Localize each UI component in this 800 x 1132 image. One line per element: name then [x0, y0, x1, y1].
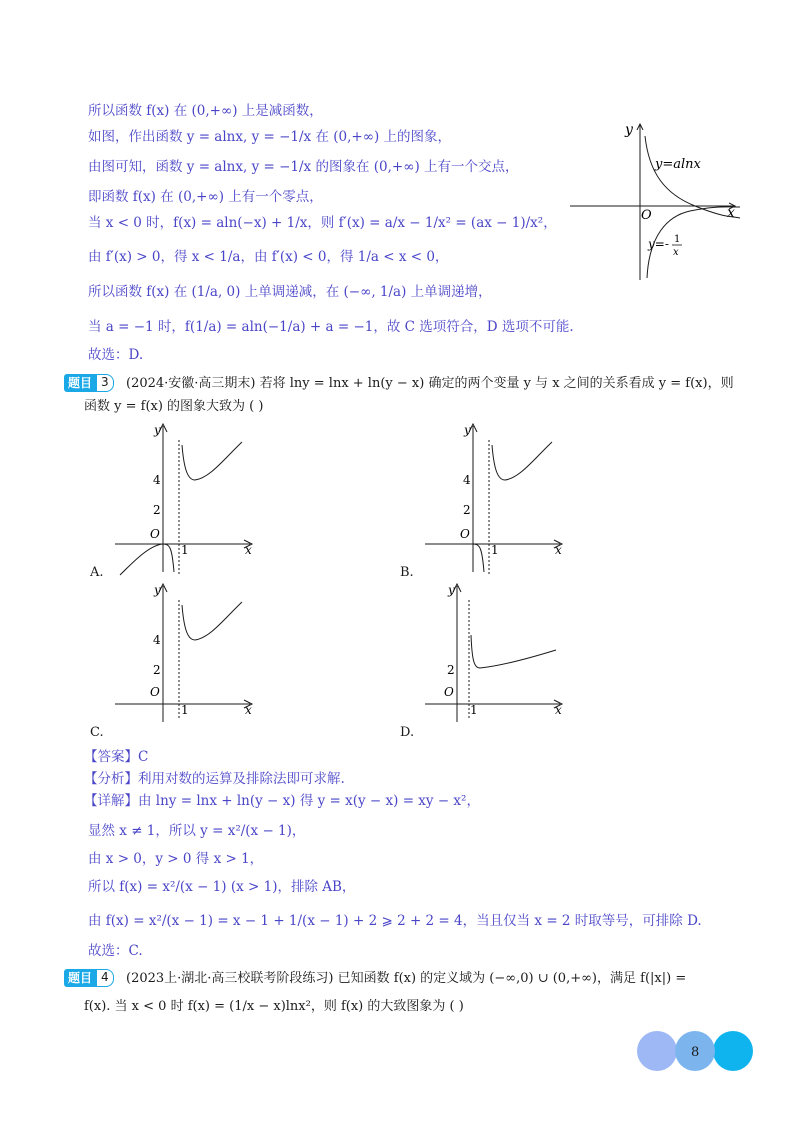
- detail-line-6: 故选：C.: [88, 943, 143, 959]
- solution-line-6: 由 f′(x) > 0，得 x < 1/a，由 f′(x) < 0，得 1/a < x < 0，: [88, 249, 449, 265]
- origin-label: O: [460, 527, 470, 541]
- y-axis-label: y: [464, 423, 471, 437]
- origin-label: O: [150, 685, 160, 699]
- origin-label: O: [444, 685, 454, 699]
- option-d-graph: [420, 580, 570, 725]
- option-a-graph: [110, 420, 260, 580]
- x-tick-label: 1: [470, 703, 478, 717]
- problem3-line1: (2024·安徽·高三期末) 若将 lny = lnx + ln(y − x) 确定的两个变量 y 与 x 之间的关系看成 y = f(x)，则: [126, 376, 734, 391]
- y-axis-label: y: [154, 583, 161, 597]
- curve-right: [182, 442, 242, 480]
- detail-line-4: 所以 f(x) = x²/(x − 1) (x > 1)，排除 AB，: [88, 879, 356, 895]
- curve1-label: y=alnx: [655, 157, 701, 172]
- origin-label: O: [150, 527, 160, 541]
- detail-line-1: 【详解】由 lny = lnx + ln(y − x) 得 y = x(y − x) = xy − x²，: [84, 793, 480, 809]
- problem4-badge-number: 4: [96, 969, 114, 987]
- x-axis-label: x: [245, 703, 252, 717]
- y-tick-4: 4: [153, 473, 161, 487]
- solution-line-4: 即函数 f(x) 在 (0,+∞) 上有一个零点，: [88, 189, 323, 205]
- solution-line-5: 当 x < 0 时，f(x) = aln(−x) + 1/x，则 f′(x) = a/x − 1/x² = (ax − 1)/x²，: [88, 215, 557, 231]
- solution-line-3: 由图可知，函数 y = alnx, y = −1/x 的图象在 (0,+∞) 上有一个交点，: [88, 159, 519, 175]
- option-b-graph: [420, 420, 570, 580]
- y-tick-4: 4: [463, 473, 471, 487]
- y-axis-label: y: [625, 122, 633, 138]
- problem3-badge-label: 题目: [64, 374, 96, 392]
- solution-line-2: 如图，作出函数 y = alnx, y = −1/x 在 (0,+∞) 上的图象，: [88, 129, 451, 145]
- y-axis-label: y: [448, 583, 455, 597]
- problem3-line2: 函数 y = f(x) 的图象大致为 ( ): [84, 399, 264, 414]
- detail-line-2: 显然 x ≠ 1，所以 y = x²/(x − 1)，: [88, 823, 306, 839]
- solution-line-9: 故选：D.: [88, 347, 144, 363]
- analysis-line: 【分析】利用对数的运算及排除法即可求解.: [84, 771, 345, 787]
- option-d-label[interactable]: D.: [400, 725, 415, 740]
- curve-right: [182, 602, 242, 640]
- x-tick-label: 1: [181, 703, 189, 717]
- option-b-label[interactable]: B.: [400, 565, 414, 580]
- solution-line-1: 所以函数 f(x) 在 (0,+∞) 上是减函数，: [88, 103, 323, 119]
- x-axis-label: x: [555, 703, 562, 717]
- page-circle-right: [713, 1031, 753, 1071]
- page-circle-left: [637, 1031, 677, 1071]
- problem4-line2: f(x). 当 x < 0 时 f(x) = (1/x − x)lnx²，则 f(x) 的大致图象为 ( ): [84, 999, 464, 1014]
- solution-line-7: 所以函数 f(x) 在 (1/a, 0) 上单调递减，在 (−∞, 1/a) 上单调递增，: [88, 284, 492, 300]
- y-axis-label: y: [154, 423, 161, 437]
- solution-line-8: 当 a = −1 时，f(1/a) = aln(−1/a) + a = −1，故 C 选项符合，D 选项不可能.: [88, 319, 574, 335]
- curve2-label: y=-: [648, 237, 669, 251]
- answer-line: 【答案】C: [84, 749, 149, 765]
- x-axis-label: x: [727, 205, 735, 221]
- x-axis-label: x: [245, 543, 252, 557]
- y-tick-2: 2: [447, 663, 455, 677]
- x-axis-label: x: [555, 543, 562, 557]
- option-a-label[interactable]: A.: [90, 565, 104, 580]
- top-graph: [565, 118, 745, 283]
- origin-label: O: [641, 208, 652, 223]
- problem3-badge: [64, 374, 114, 392]
- detail-line-3: 由 x > 0，y > 0 得 x > 1，: [88, 851, 264, 867]
- problem4-badge: [64, 969, 114, 987]
- problem4-badge-label: 题目: [64, 969, 96, 987]
- option-c-graph: [110, 580, 260, 725]
- x-tick-label: 1: [181, 543, 189, 557]
- page-number: 8: [691, 1045, 700, 1060]
- problem3-badge-number: 3: [96, 374, 114, 392]
- option-c-label[interactable]: C.: [90, 725, 104, 740]
- y-tick-2: 2: [463, 503, 471, 517]
- page-number-decoration: [636, 1030, 756, 1072]
- curve2-frac-den: x: [673, 247, 679, 258]
- y-tick-2: 2: [153, 663, 161, 677]
- curve-right: [492, 442, 552, 480]
- curve-left: [473, 544, 484, 572]
- curve-right: [471, 635, 556, 668]
- detail-line-5: 由 f(x) = x²/(x − 1) = x − 1 + 1/(x − 1) + 2 ⩾ 2 + 2 = 4，当且仅当 x = 2 时取等号，可排除 D.: [88, 913, 702, 929]
- curve2-frac-num: 1: [674, 234, 681, 245]
- problem4-line1: (2023上·湖北·高三校联考阶段练习) 已知函数 f(x) 的定义域为 (−∞,0) ∪ (0,+∞)，满足 f(|x|) =: [126, 971, 687, 986]
- x-tick-label: 1: [491, 543, 499, 557]
- y-tick-2: 2: [153, 503, 161, 517]
- curve-left: [120, 544, 174, 575]
- y-tick-4: 4: [153, 633, 161, 647]
